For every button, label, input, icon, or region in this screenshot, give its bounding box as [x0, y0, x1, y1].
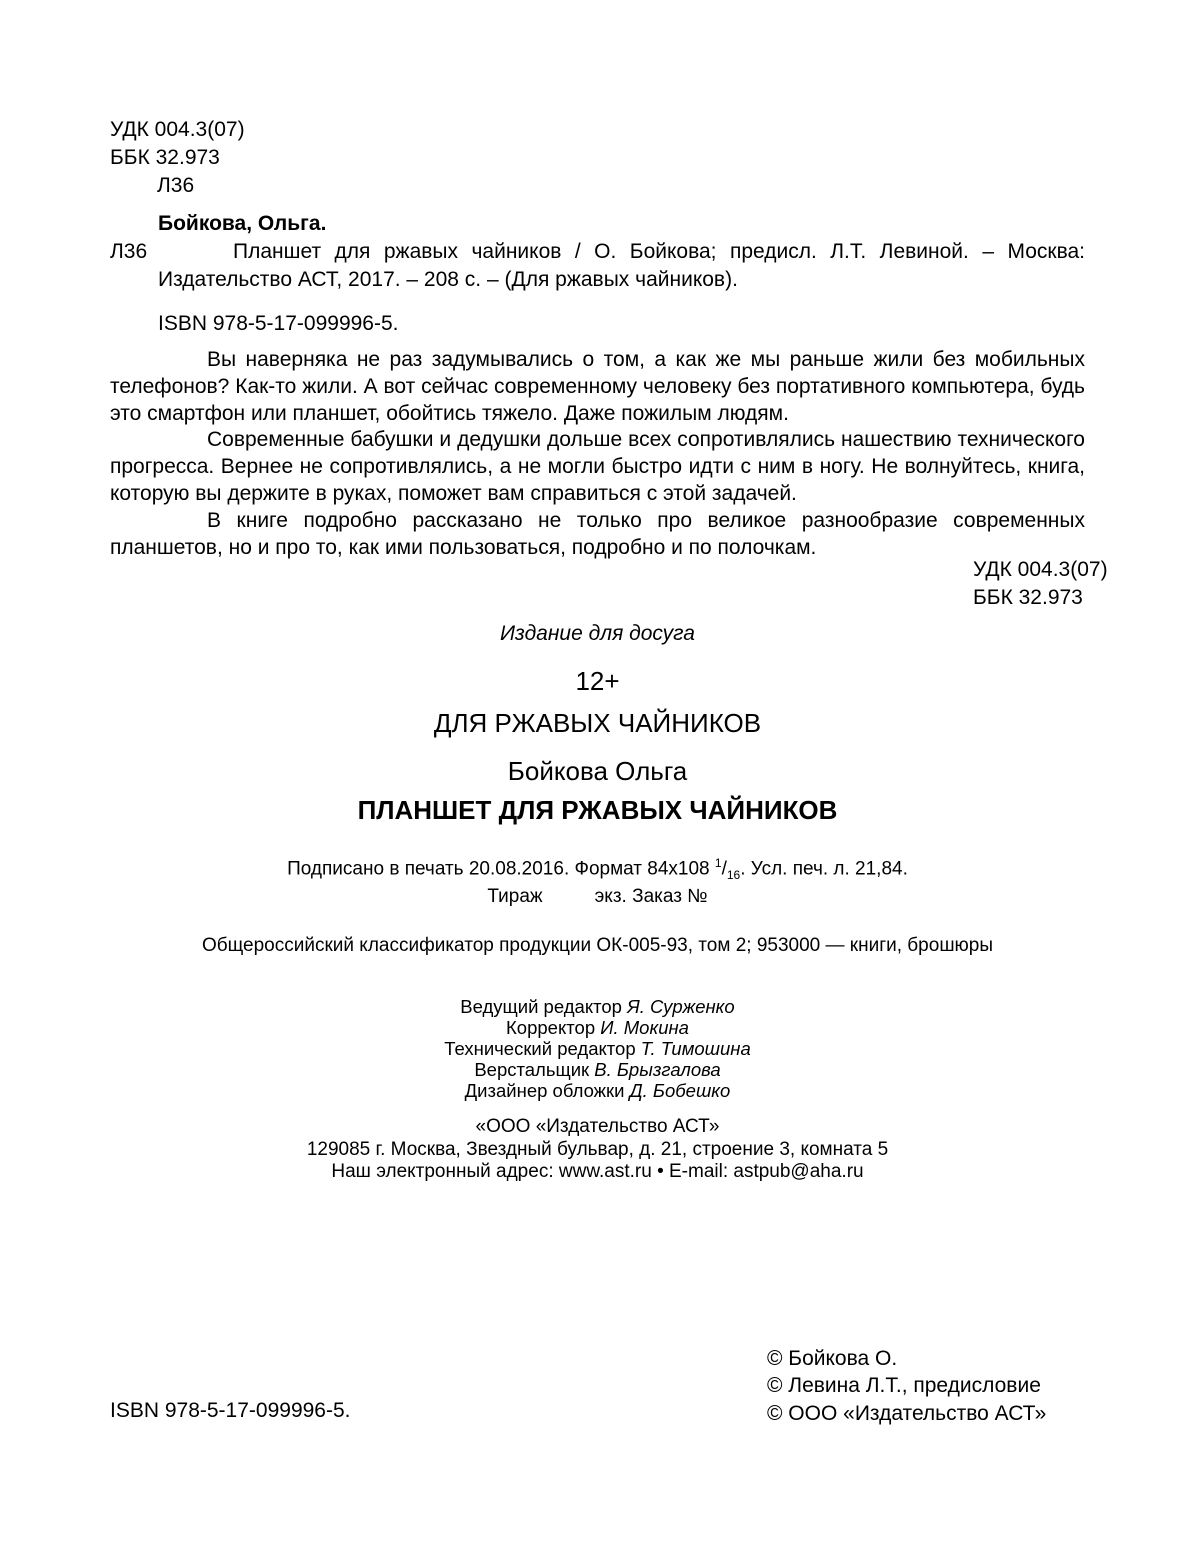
- credit-role: Верстальщик: [474, 1059, 590, 1080]
- annotation-paragraph-2: Современные бабушки и дедушки дольше всех сопротивлялись нашествию технического прогресса. Вернее не сопротивлялись, а не могли быстро идти с ним в ногу. Не волнуйтесь, книга, которую вы держите в руках, поможет вам справиться с этой задачей.: [110, 428, 1085, 505]
- copyright-preface: © Левина Л.Т., предисловие: [767, 1374, 1041, 1398]
- publisher-contacts: Наш электронный адрес: www.ast.ru • E-mail: astpub@aha.ru: [331, 1161, 864, 1182]
- credit-name: И. Мокина: [600, 1017, 689, 1038]
- publisher-address: 129085 г. Москва, Звездный бульвар, д. 21, строение 3, комната 5: [306, 1138, 889, 1160]
- series-title: ДЛЯ РЖАВЫХ ЧАЙНИКОВ: [433, 708, 762, 738]
- fraction-denominator: 16: [726, 868, 741, 883]
- udk-code-right: УДК 004.3(07): [973, 558, 1108, 581]
- credit-name: Д. Бобешко: [629, 1080, 731, 1101]
- credit-role: Технический редактор: [444, 1038, 636, 1059]
- credit-row: [110, 1038, 1085, 1059]
- bibliographic-record: [110, 210, 1085, 338]
- print-details-line: [110, 856, 1085, 882]
- publisher-block: [110, 1116, 1085, 1184]
- credit-row: [110, 1017, 1085, 1038]
- catalog-codes-top: [110, 116, 245, 200]
- bib-author-heading: Бойкова, Ольга.: [158, 212, 327, 235]
- print-details-suffix: . Усл. печ. л. 21,84.: [740, 858, 908, 880]
- credit-name: В. Брызгалова: [594, 1059, 721, 1080]
- bbk-code-right: ББК 32.973: [973, 586, 1083, 609]
- credit-row: [110, 996, 1085, 1017]
- isbn-bottom: ISBN 978-5-17-099996-5.: [110, 1399, 351, 1422]
- fraction-numerator: 1: [714, 856, 722, 870]
- credit-row: [110, 1080, 1085, 1101]
- bib-description: Планшет для ржавых чайников / О. Бойкова; предисл. Л.Т. Левиной. – Москва: Издательство АСТ, 2017. – 208 с. – (Для ржавых чайников).: [158, 240, 1085, 291]
- credit-name: Т. Тимошина: [640, 1038, 751, 1059]
- copyright-publisher: © ООО «Издательство АСТ»: [767, 1401, 1047, 1425]
- credit-role: Дизайнер обложки: [464, 1080, 625, 1101]
- credit-role: Корректор: [506, 1017, 596, 1038]
- publisher-name: «ООО «Издательство АСТ»: [475, 1116, 720, 1137]
- annotation-paragraph-3: В книге подробно рассказано не только про великое разнообразие современных планшетов, но и про то, как ими пользоваться, подробно и по полочкам.: [110, 508, 1085, 559]
- print-run-label: Тираж: [487, 886, 543, 907]
- udk-code: УДК 004.3(07): [110, 118, 245, 141]
- classifier-line: Общероссийский классификатор продукции ОК-005-93, том 2; 953000 — книги, брошюры: [201, 935, 994, 956]
- catalog-letter-code: Л36: [157, 174, 195, 197]
- annotation-block: [110, 347, 1085, 561]
- order-number-label: экз. Заказ №: [594, 886, 708, 907]
- author-name: Бойкова Ольга: [507, 756, 688, 786]
- copyright-block: [767, 1345, 1046, 1427]
- age-rating: 12+: [575, 666, 620, 696]
- print-details-text: Подписано в печать 20.08.2016. Формат 84х108: [287, 858, 715, 880]
- credit-row: [110, 1059, 1085, 1080]
- book-title: ПЛАНШЕТ ДЛЯ РЖАВЫХ ЧАЙНИКОВ: [357, 795, 838, 825]
- credit-role: Ведущий редактор: [460, 996, 622, 1017]
- bib-entry-label: Л36: [110, 240, 148, 263]
- fraction-slash: /: [721, 858, 727, 880]
- bbk-code: ББК 32.973: [110, 146, 220, 169]
- staff-credits: [110, 996, 1085, 1101]
- annotation-paragraph-1: Вы наверняка не раз задумывались о том, а как же мы раньше жили без мобильных телефонов? Как-то жили. А вот сейчас современному человеку без портативного компьютера, будь это смартфон или планшет, обойтись тяжело. Даже пожилым людям.: [110, 348, 1085, 425]
- credit-name: Я. Сурженко: [627, 996, 735, 1017]
- catalog-codes-right: [973, 556, 1108, 612]
- edition-type: Издание для досуга: [500, 622, 695, 645]
- copyright-author: © Бойкова О.: [767, 1347, 898, 1370]
- print-run-line: [110, 886, 1085, 908]
- isbn-top: ISBN 978-5-17-099996-5.: [158, 312, 399, 335]
